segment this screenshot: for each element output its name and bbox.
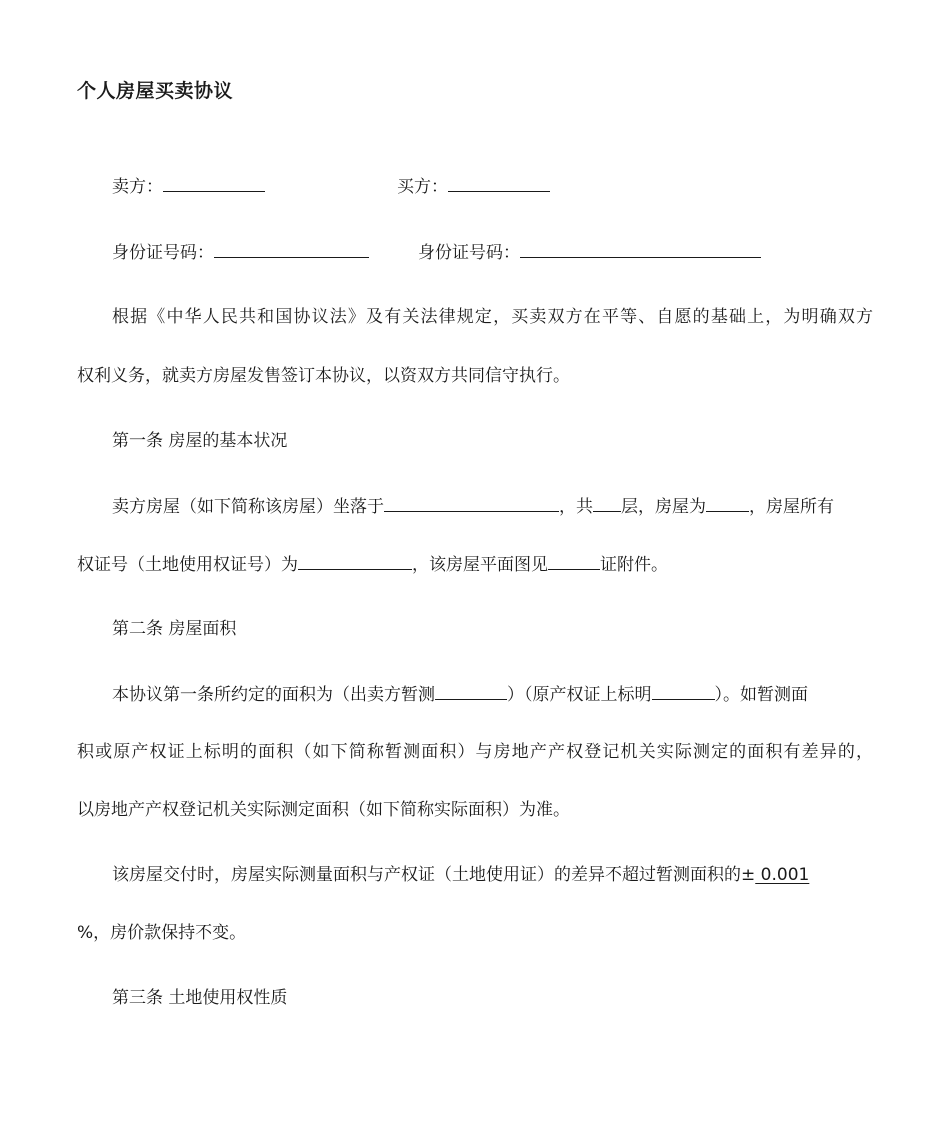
art2-text-c: ）。如暂测面 — [714, 685, 808, 705]
certificate-no-blank — [298, 552, 412, 570]
art1-text-d: ，房屋所有 — [749, 497, 834, 517]
house-type-blank — [706, 494, 749, 512]
art1-text-e: 权证号（土地使用权证号）为 — [77, 555, 298, 575]
art1-text-f: ，该房屋平面图见 — [412, 555, 548, 575]
article-1-para-line-1 — [112, 494, 834, 519]
floors-blank — [593, 494, 621, 512]
art2-text-d: 该房屋交付时，房屋实际测量面积与产权证（土地使用证）的差异不超过暂测面积的± — [112, 865, 756, 885]
art1-text-c: 层，房屋为 — [621, 497, 706, 517]
buyer-blank — [448, 174, 550, 192]
buyer-id-blank — [520, 240, 761, 258]
article-2-para-line-5: %，房价款保持不变。 — [77, 923, 247, 943]
measured-area-blank — [435, 682, 507, 700]
art1-text-g: 证附件。 — [600, 555, 668, 575]
seller-id-field — [112, 240, 369, 265]
article-2-heading: 第二条 房屋面积 — [112, 619, 237, 639]
article-2-para-line-3: 以房地产产权登记机关实际测定面积（如下简称实际面积）为准。 — [77, 800, 570, 820]
seller-blank — [163, 174, 265, 192]
art1-text-a: 卖方房屋（如下简称该房屋）坐落于 — [112, 497, 384, 517]
tolerance-value: 0.001 — [755, 865, 810, 885]
intro-line-2: 权利义务，就卖方房屋发售签订本协议，以资双方共同信守执行。 — [77, 366, 570, 386]
seller-id-label: 身份证号码： — [112, 243, 214, 263]
original-area-blank — [652, 682, 715, 700]
buyer-id-label: 身份证号码： — [418, 243, 520, 263]
seller-label: 卖方： — [112, 177, 163, 197]
buyer-field — [397, 174, 550, 199]
article-3-heading: 第三条 土地使用权性质 — [112, 988, 288, 1008]
floorplan-blank — [548, 552, 600, 570]
article-1-heading: 第一条 房屋的基本状况 — [112, 431, 288, 451]
seller-id-blank — [214, 240, 369, 258]
art2-text-a: 本协议第一条所约定的面积为（出卖方暂测 — [112, 685, 435, 705]
location-blank — [384, 494, 559, 512]
art2-text-b: ）（原产权证上标明 — [507, 685, 652, 705]
article-1-para-line-2 — [77, 552, 668, 577]
article-2-para-line-1 — [112, 682, 808, 707]
seller-field — [112, 174, 265, 199]
article-2-para-line-2: 积或原产权证上标明的面积（如下简称暂测面积）与房地产产权登记机关实际测定的面积有差异的， — [77, 742, 873, 762]
buyer-label: 买方： — [397, 177, 448, 197]
intro-line-1: 根据《中华人民共和国协议法》及有关法律规定，买卖双方在平等、自愿的基础上，为明确双方 — [112, 307, 873, 327]
document-title: 个人房屋买卖协议 — [77, 80, 234, 102]
article-2-para-line-4 — [112, 863, 809, 887]
buyer-id-field — [418, 240, 761, 265]
art1-text-b: ，共 — [559, 497, 593, 517]
